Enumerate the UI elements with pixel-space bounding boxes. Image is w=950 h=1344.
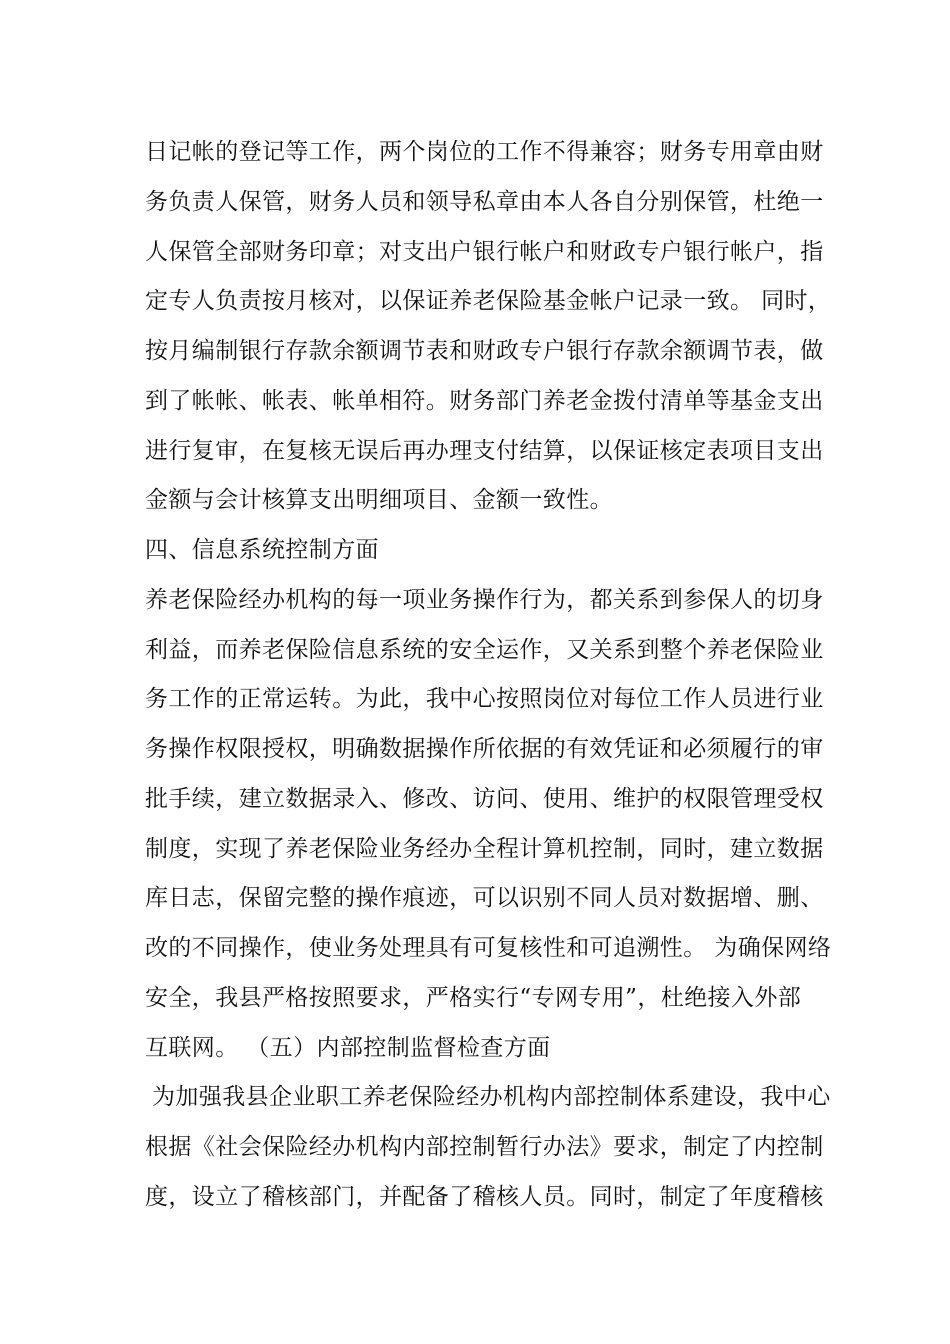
paragraph-line: 改的不同操作，使业务处理具有可复核性和可追溯性。 为确保网络 (145, 935, 832, 961)
paragraph-line: 日记帐的登记等工作，两个岗位的工作不得兼容；财务专用章由财 (145, 139, 824, 165)
paragraph-line: 金额与会计核算支出明细项目、金额一致性。 (145, 487, 613, 513)
paragraph-line: 务负责人保管，财务人员和领导私章由本人各自分别保管，杜绝一 (145, 189, 824, 215)
paragraph-line: 人保管全部财务印章；对支出户银行帐户和财政专户银行帐户，指 (145, 239, 824, 265)
paragraph-line: 养老保险经办机构的每一项业务操作行为，都关系到参保人的切身 (145, 587, 824, 613)
paragraph-line: 进行复审，在复核无误后再办理支付结算，以保证核定表项目支出 (145, 438, 824, 464)
section-heading: 四、信息系统控制方面 (145, 537, 379, 563)
paragraph-line: 制度，实现了养老保险业务经办全程计算机控制，同时，建立数据 (145, 836, 824, 862)
paragraph-line: 定专人负责按月核对，以保证养老保险基金帐户记录一致。 同时， (145, 288, 832, 314)
paragraph-line: 务工作的正常运转。为此，我中心按照岗位对每位工作人员进行业 (145, 686, 824, 712)
paragraph-line: 利益，而养老保险信息系统的安全运作，又关系到整个养老保险业 (145, 637, 824, 663)
paragraph-line: 到了帐帐、帐表、帐单相符。财务部门养老金拨付清单等基金支出 (145, 388, 824, 414)
paragraph-line: 为加强我县企业职工养老保险经办机构内部控制体系建设，我中心 (152, 1084, 831, 1110)
paragraph-line: 务操作权限授权，明确数据操作所依据的有效凭证和必须履行的审 (145, 736, 824, 762)
paragraph-line: 安全，我县严格按照要求，严格实行“专网专用”，杜绝接入外部 (145, 985, 802, 1011)
paragraph-line: 库日志，保留完整的操作痕迹，可以识别不同人员对数据增、删、 (145, 885, 824, 911)
paragraph-line: 度，设立了稽核部门，并配备了稽核人员。同时，制定了年度稽核 (145, 1184, 824, 1210)
paragraph-line: 批手续，建立数据录入、修改、访问、使用、维护的权限管理受权 (145, 786, 824, 812)
paragraph-line: 根据《社会保险经办机构内部控制暂行办法》要求，制定了内控制 (145, 1134, 824, 1160)
paragraph-line: 按月编制银行存款余额调节表和财政专户银行存款余额调节表，做 (145, 338, 824, 364)
paragraph-line: 互联网。 （五）内部控制监督检查方面 (145, 1035, 551, 1061)
